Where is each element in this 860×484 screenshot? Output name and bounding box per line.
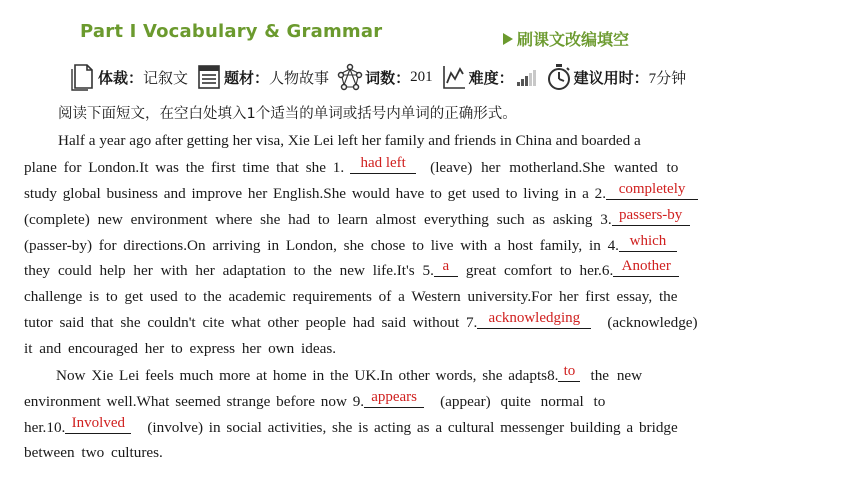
trend-chart-icon: [441, 63, 467, 91]
difficulty-bars-icon: [516, 68, 538, 86]
passage-text: they could help her with her adaptation to the new life.It's 5.: [24, 262, 434, 279]
difficulty-bar: [517, 82, 520, 86]
passage-text: tutor said that she couldn't cite what other people had said without 7.: [24, 314, 478, 331]
stopwatch-icon: [546, 63, 572, 91]
answer-2: completely: [618, 181, 686, 197]
words-value: 201: [410, 68, 433, 85]
answer-7: acknowledging: [488, 310, 581, 326]
passage-text: (appear) quite normal to: [440, 393, 606, 410]
meta-topic: [196, 63, 329, 91]
meta-time: [546, 63, 687, 91]
section-tag: [503, 27, 629, 50]
answer-4: which: [629, 233, 667, 249]
topic-value: 人物故事: [269, 70, 330, 87]
passage-line-9: [24, 339, 758, 359]
passage-line-2: [24, 155, 758, 178]
answer-5: a: [442, 258, 450, 274]
passage-line-6: [24, 258, 758, 281]
passage-line-3: [24, 181, 758, 204]
list-document-icon: [196, 63, 222, 91]
blank-9[interactable]: [364, 389, 424, 408]
meta-difficulty: [441, 63, 538, 91]
difficulty-bar: [529, 73, 532, 86]
passage-text: (leave) her motherland.She wanted to: [430, 159, 679, 176]
passage-text: (complete) new environment where she had to learn almost everything such as asking 3.: [24, 211, 612, 228]
blank-7[interactable]: [477, 310, 591, 329]
passage-line-12: [24, 415, 758, 438]
passage-text: her.10.: [24, 419, 66, 436]
document-icon: [70, 63, 96, 91]
genre-value: 记叙文: [143, 70, 189, 87]
passage-text: challenge is to get used to the academic requirements of a Western university.For her first essay, the: [24, 288, 678, 305]
passage-text: the new: [590, 367, 643, 384]
passage-line-10: [24, 363, 790, 386]
passage-text: it and encouraged her to express her own ideas.: [24, 340, 337, 357]
meta-bar: [70, 60, 694, 94]
time-value: 7分钟: [648, 70, 687, 87]
time-label: 建议用时：: [573, 68, 649, 87]
passage-line-1: [24, 131, 758, 151]
play-triangle-icon: [503, 33, 513, 45]
passage-line-5: [24, 233, 758, 256]
blank-8[interactable]: [558, 363, 580, 382]
passage-text: between two cultures.: [24, 444, 163, 461]
blank-5[interactable]: [434, 258, 458, 277]
difficulty-bar: [521, 79, 524, 86]
blank-1[interactable]: [350, 155, 416, 174]
words-label: 词数：: [365, 68, 411, 87]
answer-10: Involved: [71, 415, 125, 431]
passage-text: environment well.What seemed strange before now 9.: [24, 393, 365, 410]
blank-3[interactable]: [612, 207, 690, 226]
answer-3: passers-by: [618, 207, 683, 223]
answer-1: had left: [360, 155, 406, 171]
passage-line-11: [24, 389, 758, 412]
passage-text: (acknowledge): [607, 314, 698, 331]
difficulty-label: 难度：: [468, 68, 514, 87]
meta-genre: [70, 63, 188, 91]
passage-text: (passer-by) for directions.On arriving in London, she chose to live with a host family, in 4.: [24, 237, 619, 254]
passage-line-4: [24, 207, 758, 230]
passage-text: study global business and improve her English.She would have to get used to living in a 2.: [24, 185, 607, 202]
passage-line-13: [24, 443, 758, 463]
passage-text: (involve) in social activities, she is acting as a cultural messenger building a bridge: [147, 419, 678, 436]
passage-text: Now Xie Lei feels much more at home in the UK.In other words, she adapts8.: [56, 367, 559, 384]
answer-9: appears: [371, 389, 418, 405]
passage-line-8: [24, 310, 758, 333]
genre-label: 体裁：: [98, 68, 144, 87]
network-icon: [337, 63, 363, 91]
blank-6[interactable]: [613, 258, 679, 277]
difficulty-bar: [533, 70, 536, 86]
topic-label: 题材：: [224, 68, 270, 87]
passage-text: Half a year ago after getting her visa, Xie Lei left her family and friends in China and boarded a: [58, 132, 641, 149]
section-tag-label: 刷课文改编填空: [517, 30, 630, 49]
page-title: Part Ⅰ Vocabulary & Grammar: [80, 21, 383, 42]
passage-text: plane for London.It was the first time that she 1.: [24, 159, 345, 176]
meta-words: [337, 63, 433, 91]
blank-2[interactable]: [606, 181, 698, 200]
blank-10[interactable]: [65, 415, 131, 434]
answer-8: to: [563, 363, 576, 379]
passage-line-7: [24, 287, 758, 307]
answer-6: Another: [621, 258, 671, 274]
difficulty-bar: [525, 76, 528, 86]
instruction: 阅读下面短文，在空白处填入1个适当的单词或括号内单词的正确形式。: [58, 106, 517, 122]
blank-4[interactable]: [619, 233, 677, 252]
passage-text: great comfort to her.6.: [465, 262, 614, 279]
